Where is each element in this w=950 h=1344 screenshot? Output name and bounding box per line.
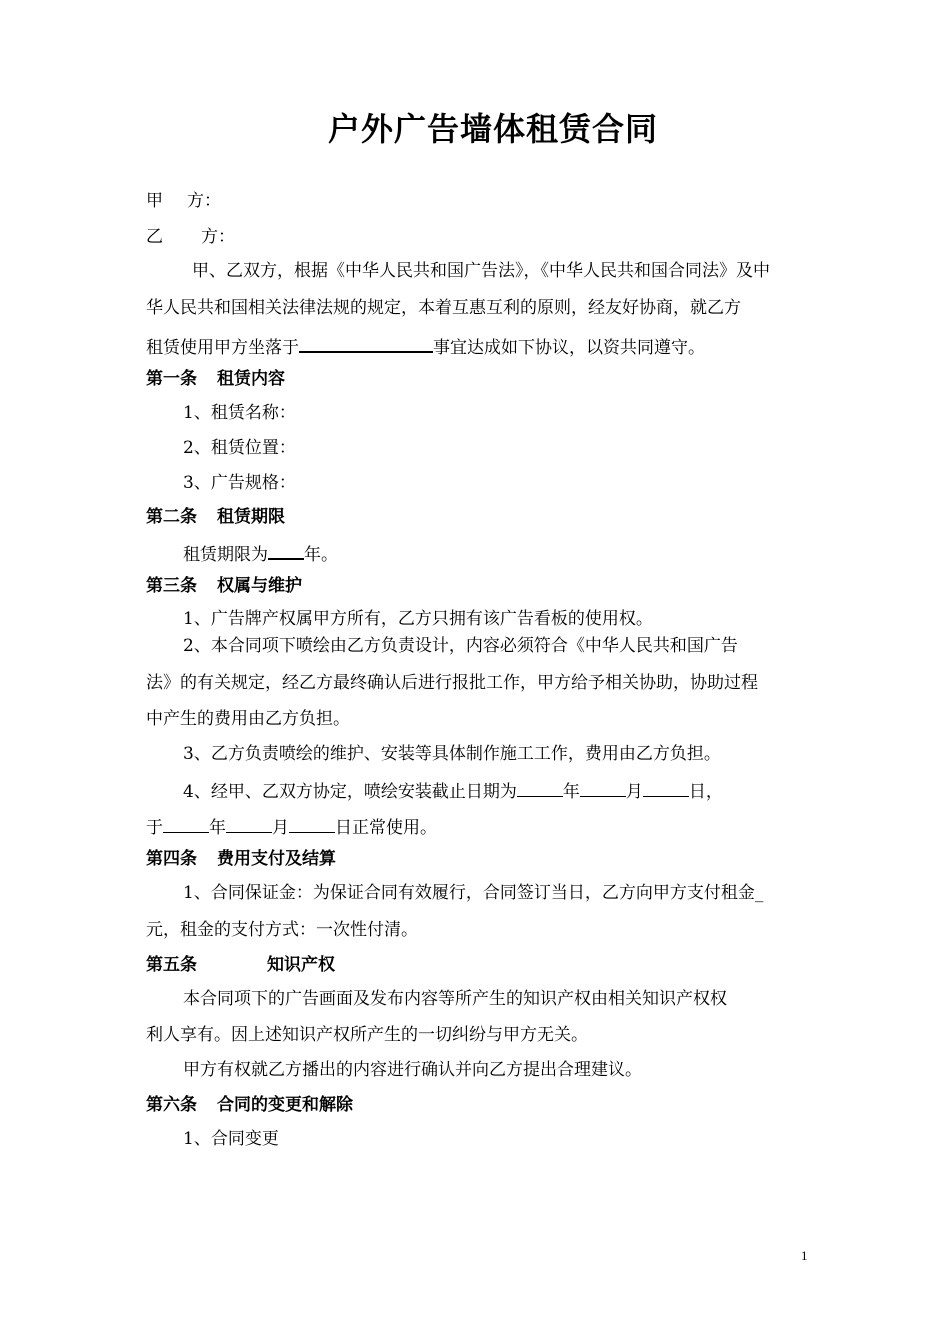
use-year-unit: 年 xyxy=(209,818,226,838)
use-day-unit: 日正常使用。 xyxy=(335,818,437,838)
party-a-label: 甲 xyxy=(146,191,163,211)
article-6-heading xyxy=(146,1097,353,1114)
article-1-item-1: 1、租赁名称： xyxy=(183,403,296,423)
article-3-item-2-line-1: 2、本合同项下喷绘由乙方负责设计，内容必须符合《中华人民共和国广告 xyxy=(183,636,738,656)
intro-line-3-start: 租赁使用甲方坐落于 xyxy=(146,338,299,358)
party-a-colon: 方： xyxy=(187,191,221,211)
page-title: 户外广告墙体租赁合同 xyxy=(327,110,658,148)
party-b-colon: 方： xyxy=(201,227,235,247)
use-month-unit: 月 xyxy=(272,818,289,838)
article-4-name: 费用支付及结算 xyxy=(217,849,336,869)
lease-term-label: 租赁期限为 xyxy=(183,545,268,565)
article-1-item-2: 2、租赁位置： xyxy=(183,438,296,458)
install-day-blank xyxy=(643,781,689,797)
lease-term-unit: 年。 xyxy=(304,545,338,565)
article-4-number: 第四条 xyxy=(146,849,197,869)
article-1-name: 租赁内容 xyxy=(217,369,285,389)
article-6-number: 第六条 xyxy=(146,1095,197,1115)
location-blank xyxy=(299,336,433,353)
article-3-item-2-line-2: 法》的有关规定，经乙方最终确认后进行报批工作，甲方给予相关协助，协助过程 xyxy=(146,673,758,693)
article-6-name: 合同的变更和解除 xyxy=(217,1095,353,1115)
article-3-item-2-line-3: 中产生的费用由乙方负担。 xyxy=(146,709,350,729)
article-3-item-4-line-2 xyxy=(146,817,437,837)
use-day-blank xyxy=(289,817,335,833)
article-4-heading xyxy=(146,851,336,868)
page-number: 1 xyxy=(801,1248,808,1263)
article-5-para-1-line-1: 本合同项下的广告画面及发布内容等所产生的知识产权由相关知识产权权 xyxy=(183,989,727,1009)
article-2-heading xyxy=(146,509,285,526)
party-b-line xyxy=(146,229,235,246)
article-5-name: 知识产权 xyxy=(267,955,335,975)
article-3-name: 权属与维护 xyxy=(217,576,302,596)
article-3-item-4-line-1 xyxy=(183,781,723,801)
article-3-item-3: 3、乙方负责喷绘的维护、安装等具体制作施工工作，费用由乙方负担。 xyxy=(183,744,721,764)
intro-line-2: 华人民共和国相关法律法规的规定，本着互惠互利的原则，经友好协商，就乙方 xyxy=(146,298,741,318)
article-5-heading xyxy=(146,957,335,974)
use-date-label: 于 xyxy=(146,818,163,838)
party-a-line xyxy=(146,193,221,210)
article-1-number: 第一条 xyxy=(146,369,197,389)
article-2-number: 第二条 xyxy=(146,507,197,527)
article-3-item-1: 1、广告牌产权属甲方所有，乙方只拥有该广告看板的使用权。 xyxy=(183,609,653,629)
article-5-para-1-line-2: 利人享有。因上述知识产权所产生的一切纠纷与甲方无关。 xyxy=(146,1025,588,1045)
install-month-blank xyxy=(580,781,626,797)
install-year-blank xyxy=(517,781,563,797)
intro-line-1: 甲、乙双方，根据《中华人民共和国广告法》，《中华人民共和国合同法》及中 xyxy=(192,261,770,281)
article-3-number: 第三条 xyxy=(146,576,197,596)
use-month-blank xyxy=(226,817,272,833)
article-5-para-2: 甲方有权就乙方播出的内容进行确认并向乙方提出合理建议。 xyxy=(183,1060,642,1080)
article-3-heading xyxy=(146,578,302,595)
article-5-number: 第五条 xyxy=(146,955,197,975)
article-1-item-3: 3、广告规格： xyxy=(183,473,296,493)
article-4-item-1-line-2: 元，租金的支付方式：一次性付清。 xyxy=(146,920,418,940)
intro-line-3 xyxy=(146,336,705,357)
install-day-unit: 日， xyxy=(688,782,723,802)
article-1-heading xyxy=(146,371,285,388)
article-6-item-1: 1、合同变更 xyxy=(183,1129,279,1149)
use-year-blank xyxy=(163,817,209,833)
install-month-unit: 月 xyxy=(625,782,643,802)
lease-term-blank xyxy=(268,543,304,560)
install-deadline-label: 4、经甲、乙双方协定，喷绘安装截止日期为 xyxy=(183,782,517,802)
article-4-item-1-line-1: 1、合同保证金：为保证合同有效履行，合同签订当日，乙方向甲方支付租金_ xyxy=(183,883,764,903)
article-2-name: 租赁期限 xyxy=(217,507,285,527)
article-2-text xyxy=(183,543,338,564)
party-b-label: 乙 xyxy=(146,227,163,247)
intro-line-3-end: 事宜达成如下协议，以资共同遵守。 xyxy=(433,338,705,358)
install-year-unit: 年 xyxy=(562,782,580,802)
